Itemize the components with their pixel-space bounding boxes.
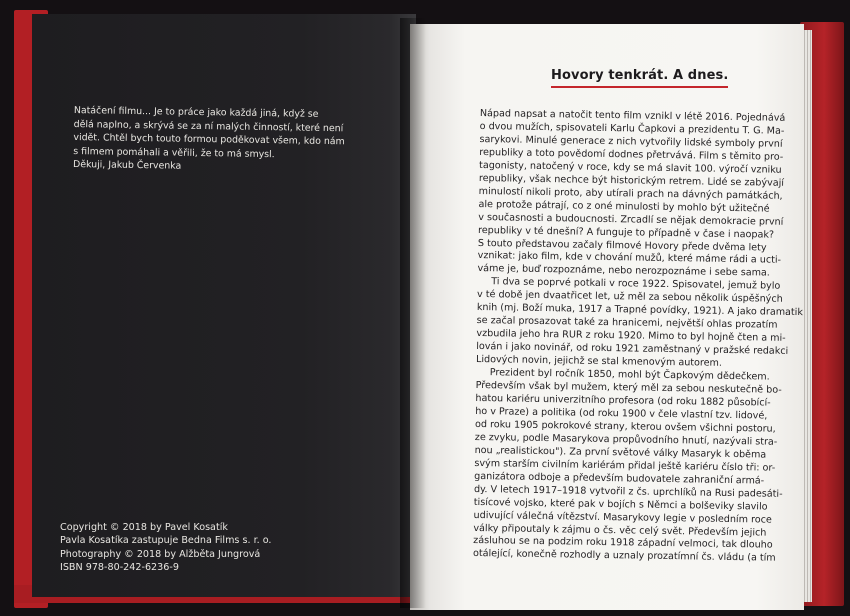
acknowledgement-line: s filmem pomáhali a věřili, že to má smysl. [73,145,275,160]
body-line: sarykovi. Minulé generace z nich vytvořily lidské symboly první [479,133,783,150]
body-line: od roku 1905 pokrokové strany, kterou ovšem všichni postoru, [474,418,776,435]
body-line: minulostí nikoli proto, aby utírali prach na dávných památkách, [478,185,783,202]
body-line: S touto představou začaly filmové Hovory přede dvěma lety [477,237,767,254]
acknowledgement-line: Natáčení filmu... Je to práce jako každá jiná, když se [73,104,319,120]
body-line: zásluhou se na podzim roku 1918 západní velmoci, tak dlouho [473,535,773,552]
body-line: republiky v té dnešní? A funguje to případně v čase i naopak? [477,224,775,241]
acknowledgement-signature: Děkuji, Jakub Červenka [72,159,182,173]
body-line: hatou kariéru univerzitního profesora (od roku 1882 působící- [475,392,771,409]
body-line: vzbudila jeho hra RUR z roku 1920. Mimo to byl hojně čten a mi- [476,328,786,345]
body-line: v té době jen dvaatřicet let, už měl za sebou několik úspěšných [476,289,783,306]
photography-credit-line: Photography © 2018 by Alžběta Jungrová [60,548,261,560]
body-line: ho v Praze) a politika (od roku 1900 v čele vlastní tzv. lidové, [475,405,768,422]
body-line: republiky a toto povědomí dodnes přetrvává. Film s těmito pro- [479,146,784,163]
body-line: svým starším civilním kariérám přidal ještě kariéru číslo tři: or- [474,457,776,474]
body-line: knih (mj. Boží muka, 1917 a Trapné povídky, 1921). A jako dramatik [476,302,804,319]
body-line: v současnosti a budoucnosti. Zrcadlí se nějak demokracie první [478,211,784,228]
body-line: ale protože pátrají, co z oné minulosti by mohlo být užitečné [478,198,770,215]
body-line: váme je, buď rozpoznáme, nebo nerozpoznáme i sebe sama. [477,263,770,280]
body-line: Nápad napsat a natočit tento film vznikl v létě 2016. Pojednává [479,108,786,124]
chapter-heading: Hovory tenkrát. A dnes. [551,68,728,88]
body-line: ganizátora odboje a především budovatele zahraniční armá- [474,470,765,487]
body-line: Prezident byl ročník 1850, mohl být Čapkovým dědečkem. [489,367,770,383]
left-page [32,14,416,597]
body-line: války připoutaly k zájmu o čs. věc celý svět. Především jejich [473,522,767,539]
body-line: otálející, konečně rozhodly a uznaly prozatímní čs. vládu (a tím [472,548,776,565]
body-line: tagonisty, natočený v roce, kdy se má slavit 100. výročí vzniku [479,159,782,176]
body-line: Především však byl mužem, který měl za sebou neskutečně bo- [475,379,782,396]
acknowledgement-line: vidět. Chtěl bych touto formou poděkovat všem, kdo nám [73,132,345,148]
body-line: o dvou mužích, spisovateli Karlu Čapkovi a prezidentu T. G. Ma- [479,120,785,137]
body-line: udivující válečná vítězství. Masarykovy legie v posledním roce [473,509,772,526]
body-line: republiky, však nechce být historickým retrem. Lidé se zabývají [478,172,785,189]
body-line: Lidových novin, jejichž se stal kmenovým autorem. [475,354,723,369]
body-line: Ti dva se poprvé potkali v roce 1922. Spisovatel, jemuž bylo [491,276,781,293]
body-line: tisícové vojsko, které pak v bojích s Němci a bolševiky slavilo [473,496,768,513]
acknowledgement-text [73,104,379,177]
body-line: ze zvyku, podle Masarykova propůvodního hnutí, nazývali stra- [474,431,778,448]
copyright-block [60,521,360,575]
isbn-line: ISBN 978-80-242-6236-9 [60,562,179,574]
representation-line: Pavla Kosatíka zastupuje Bedna Films s. r. o. [60,535,272,547]
body-line: lován i jako novinář, od roku 1921 zaměstnaný v pražské redakci [476,341,789,358]
body-line: vznikat: jako film, kde v chování mužů, které máme rádi a ucti- [477,250,782,267]
gutter-shadow [400,18,426,608]
body-line: nou „realistickou"). Za první světové války Masaryk k oběma [474,444,767,461]
body-line: se začal prosazovat také za hranicemi, největší ohlas prozatím [476,315,778,331]
acknowledgement-line: dělá naplno, a skrývá se za ní malých činností, které není [73,118,344,134]
right-page [410,24,804,610]
body-line: dy. V letech 1917–1918 vytvořil z čs. uprchlíků na Rusi padesáti- [473,483,783,500]
copyright-line: Copyright © 2018 by Pavel Kosatík [60,522,228,533]
body-text [472,108,804,566]
